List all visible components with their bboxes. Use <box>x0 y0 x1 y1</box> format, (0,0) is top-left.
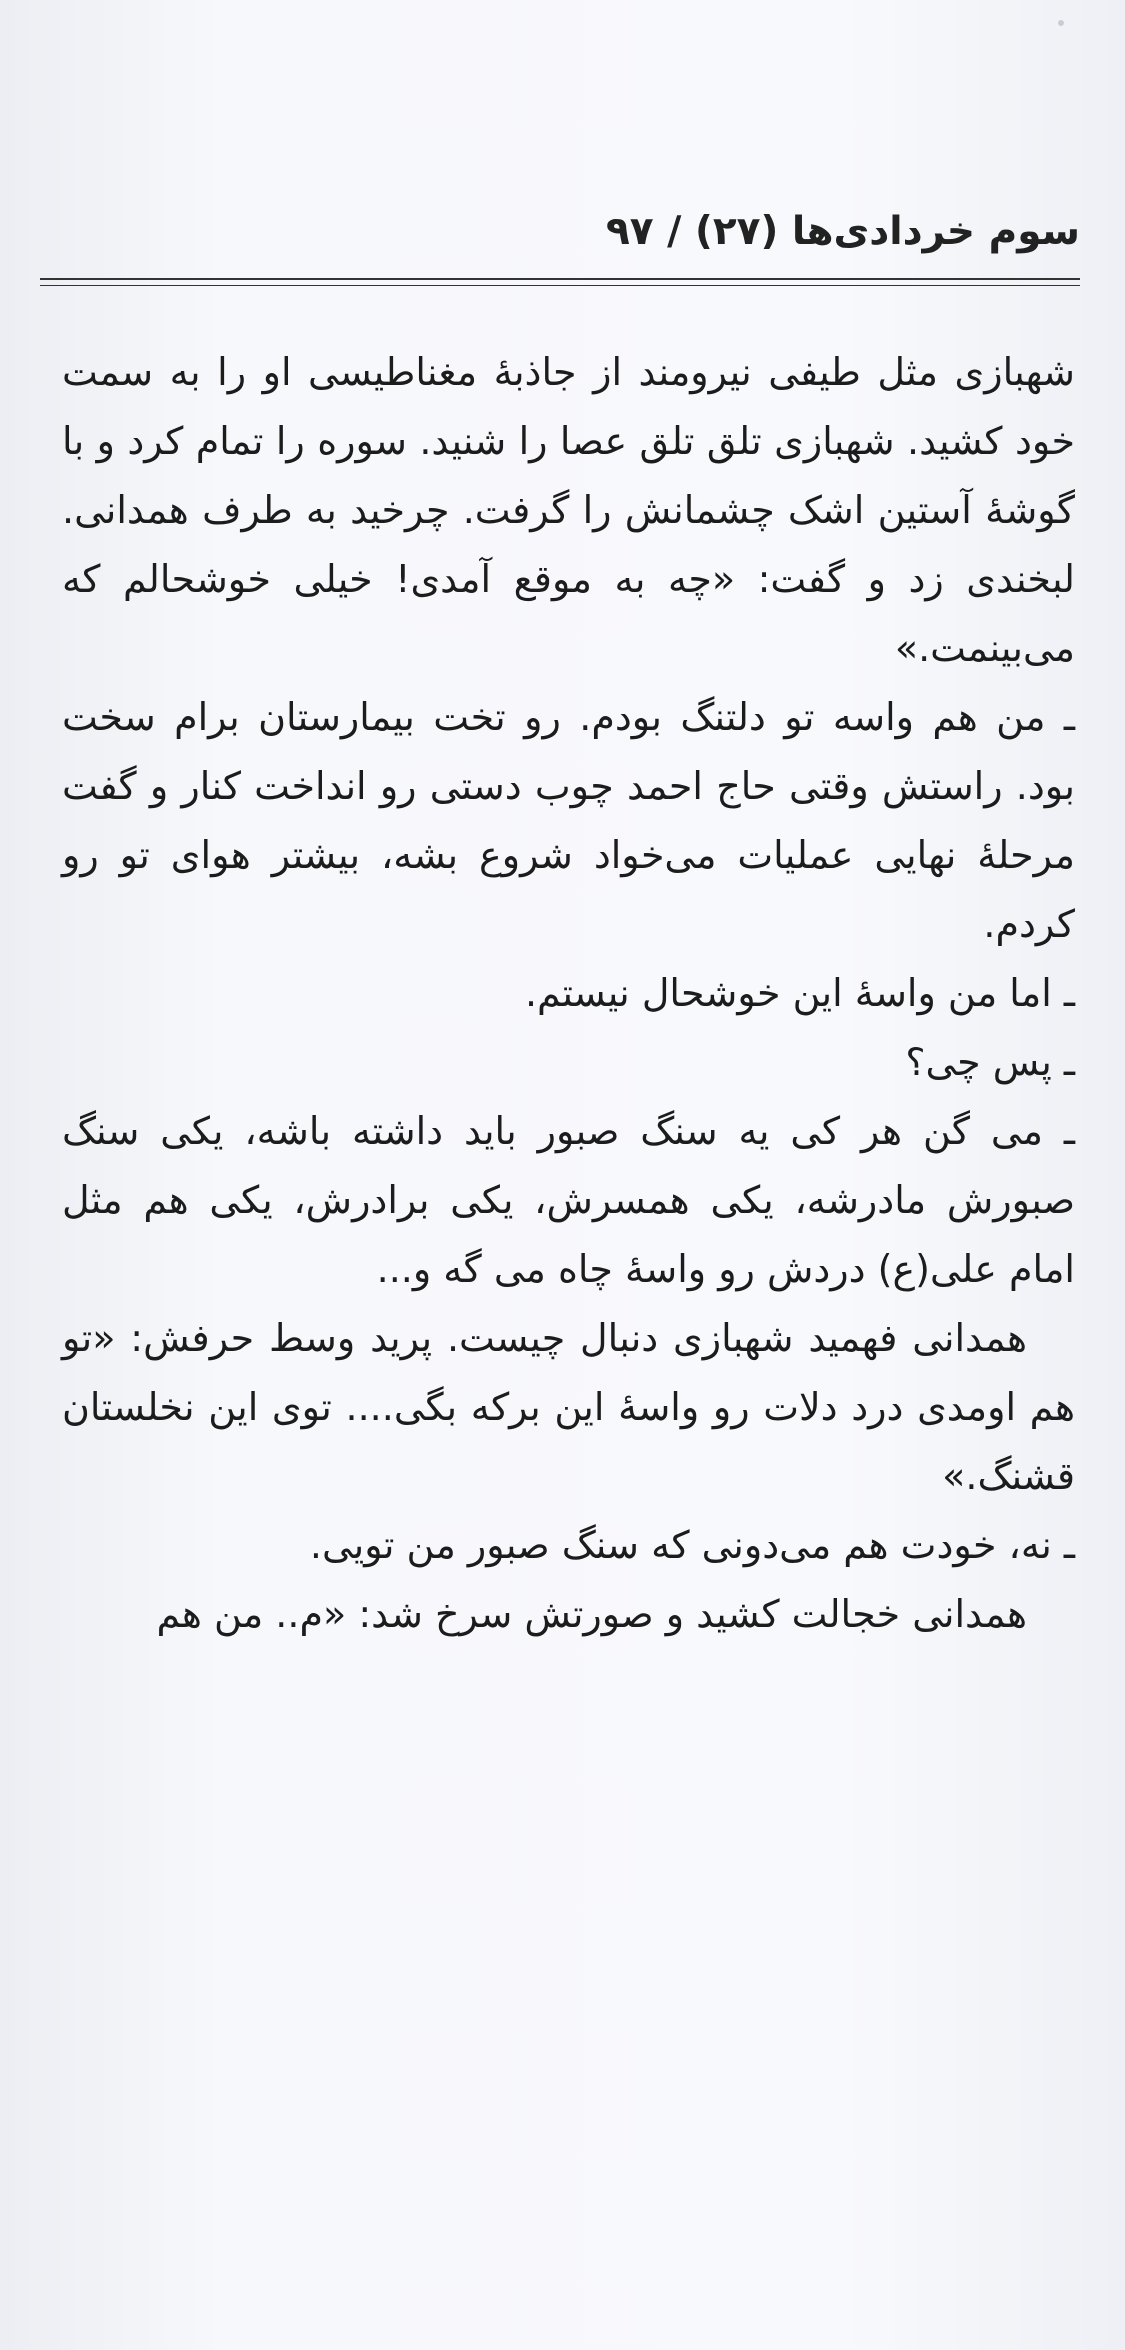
header-rule-thin <box>40 285 1080 286</box>
header-title: سوم خردادی‌ها (۲۷) / ۹۷ <box>605 209 1080 254</box>
paragraph: شهبازی مثل طیفی نیرومند از جاذبهٔ مغناطیسی او را به سمت خود کشید. شهبازی تلق تلق عصا را شنید. سوره را تمام کرد و با گوشهٔ آستین اشک چشمانش را گرفت. چرخید به طرف همدانی. لبخندی زد و گفت: «چه به موقع آمدی! خیلی خوشحالم که می‌بینمت.» <box>62 350 1075 670</box>
page-speck <box>1058 20 1064 26</box>
paragraph: ـ می گن هر کی یه سنگ صبور باید داشته باشه، یکی سنگ صبورش مادرشه، یکی همسرش، یکی برادرش، یکی هم مثل امام علی(ع) دردش رو واسهٔ چاه می گه و... <box>62 1109 1075 1291</box>
header-rule <box>40 278 1080 280</box>
paragraph: ـ پس چی؟ <box>905 1040 1075 1084</box>
paragraph: ـ اما من واسهٔ این خوشحال نیستم. <box>524 971 1075 1015</box>
paragraph: همدانی خجالت کشید و صورتش سرخ شد: «م.. من هم <box>156 1592 1027 1636</box>
body-text <box>62 338 1075 1649</box>
paragraph: ـ نه، خودت هم می‌دونی که سنگ صبور من تویی. <box>309 1523 1075 1567</box>
paragraph: همدانی فهمید شهبازی دنبال چیست. پرید وسط حرفش: «تو هم اومدی درد دلات رو واسهٔ این برکه بگی.... توی این نخلستان قشنگ.» <box>62 1316 1075 1498</box>
running-header <box>40 200 1080 264</box>
paragraph: ـ من هم واسه تو دلتنگ بودم. رو تخت بیمارستان برام سخت بود. راستش وقتی حاج احمد چوب دستی رو انداخت کنار و گفت مرحلهٔ نهایی عملیات می‌خواد شروع بشه، بیشتر هوای تو رو کردم. <box>62 695 1075 946</box>
